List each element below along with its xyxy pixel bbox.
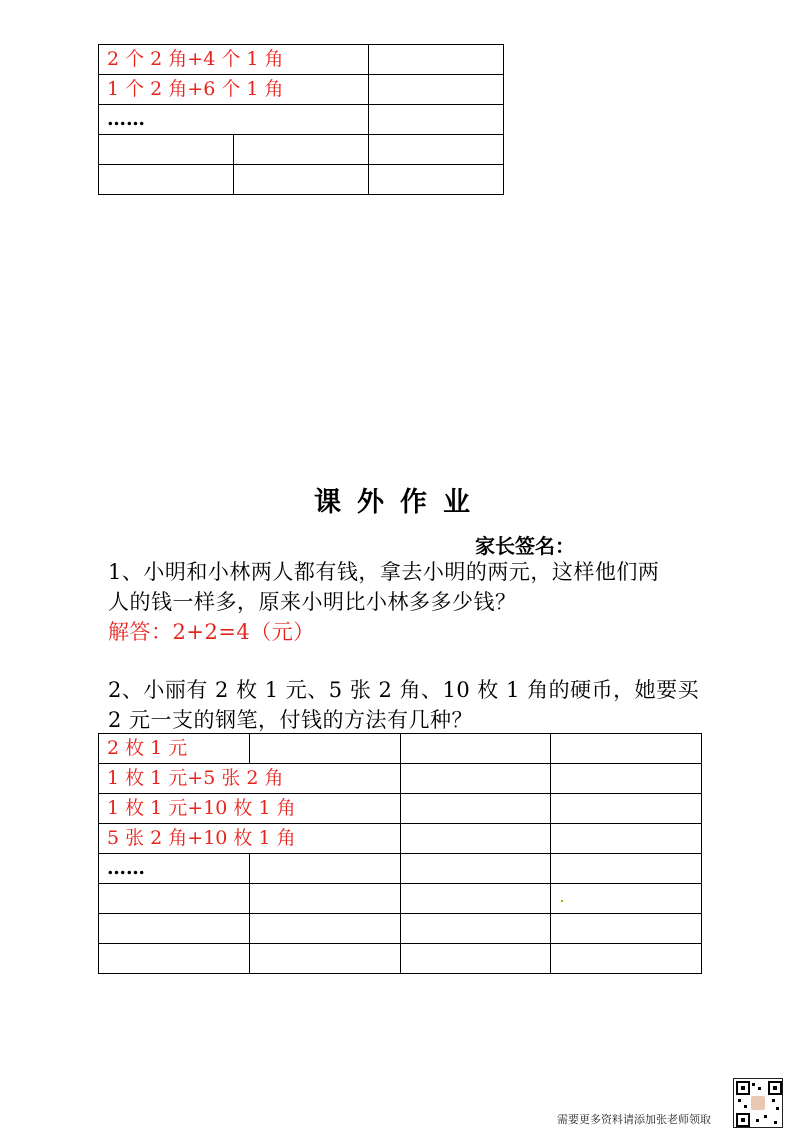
table-cell [99,884,250,914]
table-row [99,105,504,135]
table-cell: 1 枚 1 元+5 张 2 角 [99,764,401,794]
table-cell [99,135,234,165]
table-cell [551,794,702,824]
table-cell [401,884,551,914]
table-cell [250,944,401,974]
section-title: 课外作业 [314,487,486,518]
table-cell [551,734,702,764]
question-2-line-1: 2、小丽有 2 枚 1 元、5 张 2 角、10 枚 1 角的硬币，她要买 [108,678,700,702]
table-cell [401,824,551,854]
question-1-answer: 解答：2+2=4（元） [108,620,315,644]
table-cell: 2 个 2 角+4 个 1 角 [99,45,369,75]
table-cell [401,734,551,764]
table-row [99,734,702,764]
qr-finder-icon [736,1081,750,1095]
table-cell [369,135,504,165]
table-cell [250,884,401,914]
parent-signature-label: 家长签名： [475,534,575,558]
stray-mark [561,900,563,902]
table-cell: …… [99,854,250,884]
table-cell [401,854,551,884]
qr-code-icon[interactable] [733,1078,783,1128]
table-cell [401,764,551,794]
table-cell [369,165,504,195]
footer-promo-text: 需要更多资料请添加张老师领取 [557,1113,711,1126]
table-cell [234,135,369,165]
table-cell [369,45,504,75]
table-cell [369,105,504,135]
table-row [99,944,702,974]
enumeration-table-top [98,44,504,195]
table-row [99,135,504,165]
table-cell [551,944,702,974]
table-row [99,764,702,794]
table-cell [551,854,702,884]
table-cell [99,165,234,195]
table-cell [551,884,702,914]
enumeration-table-bottom [98,733,702,974]
qr-finder-icon [768,1081,782,1095]
qr-finder-icon [736,1113,750,1127]
table-cell: 1 个 2 角+6 个 1 角 [99,75,369,105]
table-row [99,884,702,914]
table-row [99,75,504,105]
table-cell [551,824,702,854]
question-1-line-2: 人的钱一样多，原来小明比小林多多少钱？ [108,590,517,614]
table-cell [250,734,401,764]
table-cell: 1 枚 1 元+10 枚 1 角 [99,794,401,824]
table-cell [234,165,369,195]
question-1-line-1: 1、小明和小林两人都有钱，拿去小明的两元，这样他们两 [108,560,660,584]
question-2-line-2: 2 元一支的钢笔，付钱的方法有几种？ [108,708,474,732]
avatar-icon [751,1096,765,1110]
table-cell [401,794,551,824]
table-cell [401,944,551,974]
table-row [99,45,504,75]
table-row [99,165,504,195]
table-row [99,824,702,854]
table-cell: 2 枚 1 元 [99,734,250,764]
table-cell [551,914,702,944]
table-row [99,854,702,884]
table-row [99,794,702,824]
table-cell [99,914,250,944]
table-cell [401,914,551,944]
table-cell [250,854,401,884]
table-cell: 5 张 2 角+10 枚 1 角 [99,824,401,854]
table-cell [369,75,504,105]
table-row [99,914,702,944]
table-cell [99,944,250,974]
table-cell [551,764,702,794]
table-cell [250,914,401,944]
table-cell: …… [99,105,369,135]
